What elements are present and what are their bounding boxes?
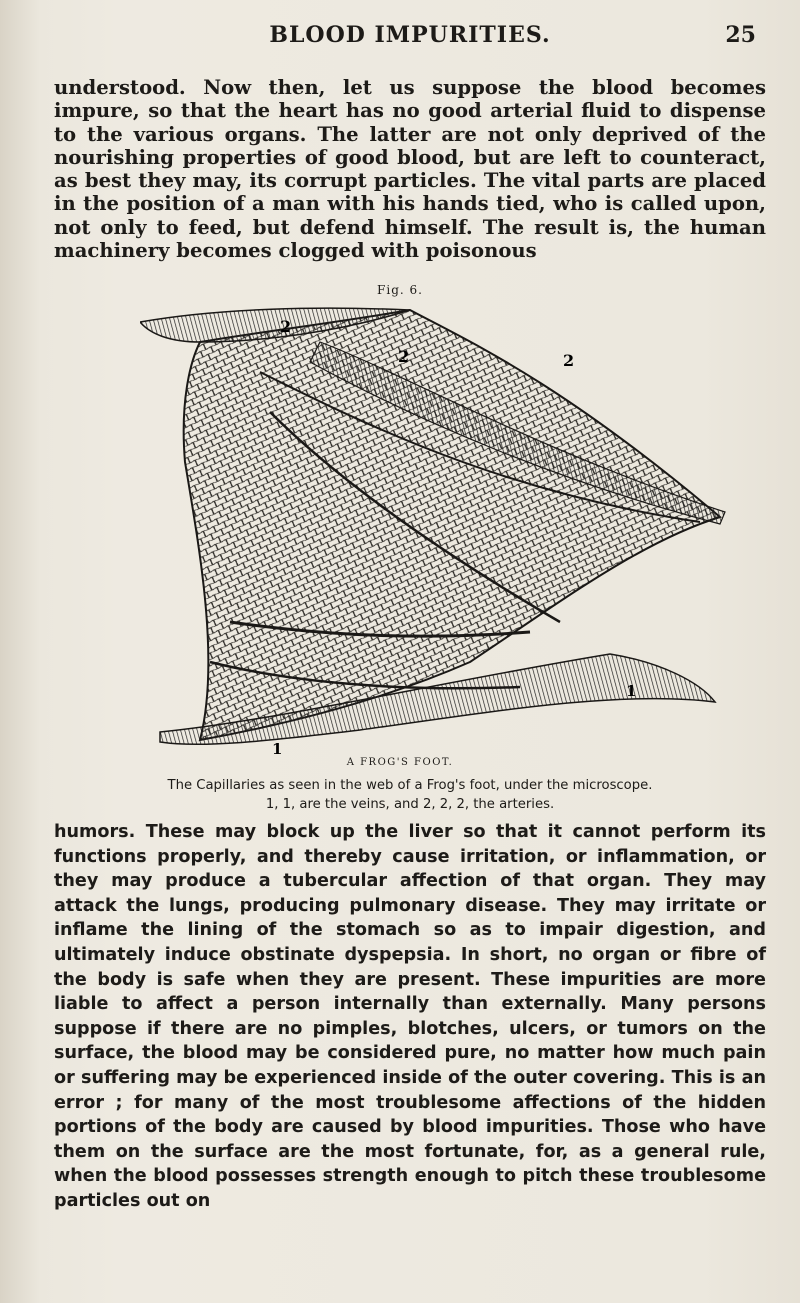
caption-line-2: 1, 1, are the veins, and 2, 2, 2, the arteries. (265, 797, 555, 812)
figure-title: A FROG'S FOOT. (346, 757, 454, 768)
running-title: BLOOD IMPURITIES. (269, 22, 551, 48)
page-header (60, 22, 760, 54)
paragraph-top: understood. Now then, let us suppose the blood becomes impure, so that the heart has no good arterial fluid to dispense to the various organs. The latter are not only deprived of the nourishing properties of good blood, but are left to counteract, as best they may, its corrupt particles. The vital parts are placed in the position of a man with his hands tied, who is called upon, not only to feed, but defend himself. The result is, the human machinery becomes clogged with poisonous (54, 76, 766, 263)
marker-vein-a: 1 (626, 682, 637, 700)
frog-foot-illustration (140, 302, 730, 762)
marker-artery-b: 2 (398, 347, 410, 366)
paragraph-bottom: humors. These may block up the liver so that it cannot perform its functions properly, and thereby cause irritation, or inflammation, or they may produce a tubercular affection of that organ. They may attack the lungs, producing pulmonary disease. They may irritate or inflame the lining of the stomach so as to impair digestion, and ultimately induce obstinate dyspepsia. In short, no organ or fibre of the body is safe when they are present. These impurities are more liable to affect a person internally than externally. Many persons suppose if there are no pimples, blotches, ulcers, or tumors on the surface, the blood may be considered pure, no matter how much pain or suffering may be experienced inside of the outer covering. This is an error ; for many of the most troublesome affections of the hidden portions of the body are caused by blood impurities. Those who have them on the surface are the most fortunate, for, as a general rule, when the blood possesses strength enough to pitch these troublesome particles out on (54, 822, 766, 1211)
marker-vein-b: 1 (272, 740, 283, 758)
marker-artery-a: 2 (280, 317, 292, 336)
figure-label: Fig. 6. (377, 283, 423, 297)
marker-artery-c: 2 (563, 351, 575, 370)
page-number: 25 (725, 22, 756, 48)
caption-line-1: The Capillaries as seen in the web of a Frog's foot, under the microscope. (167, 778, 653, 793)
figure-caption (60, 776, 760, 814)
